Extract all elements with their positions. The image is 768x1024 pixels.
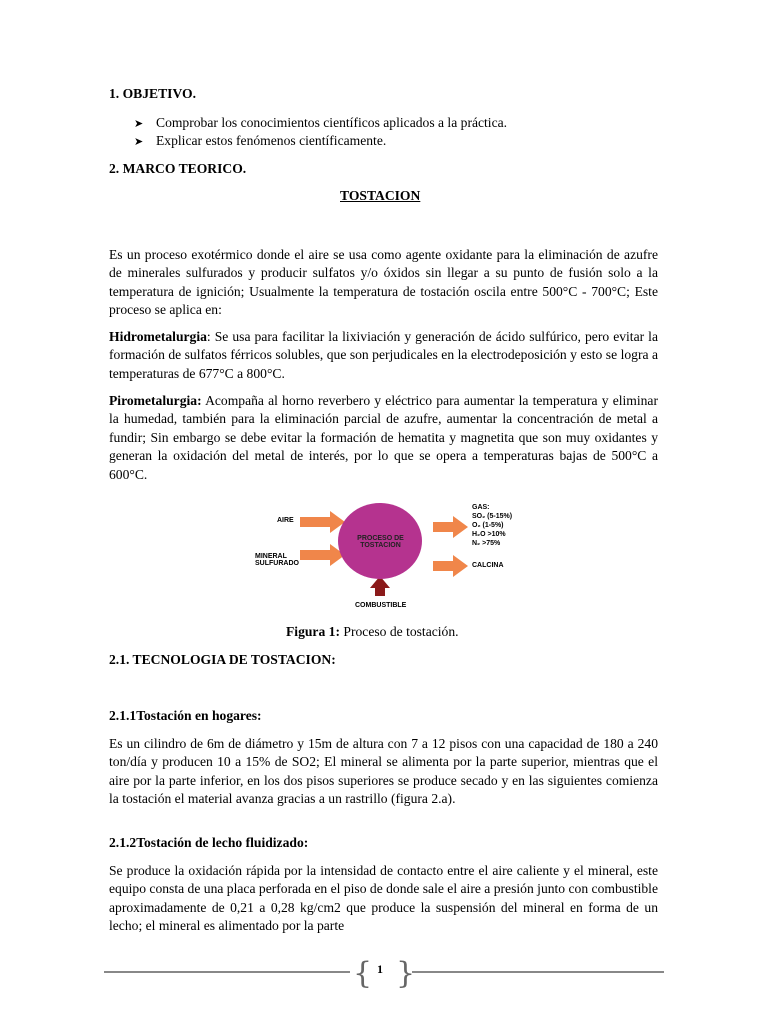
hogares-paragraph: Es un cilindro de 6m de diámetro y 15m de altura con 7 a 12 pisos con una capacidad de 180 a 240 ton/día y producen 10 a 15% de SO2; El mineral se alimenta por la parte superior, mientras que el aire por la parte inferior, en los dos pisos superiores se produce secado y en las siguientes comienza la tostación el material avanza gracias a un rastrillo (figura 2.a).	[109, 736, 658, 807]
objetivo-item-2: ➤ Explicar estos fenómenos científicamente.	[134, 133, 387, 148]
page-number: 1	[377, 962, 383, 976]
hidrometalurgia-term: Hidrometalurgia	[109, 329, 207, 344]
gas-line-1: SO₂ (5-15%)	[472, 513, 513, 520]
figure-caption: Figura 1: Proceso de tostación.	[286, 624, 459, 639]
intro-paragraph: Es un proceso exotérmico donde el aire se usa como agente oxidante para la eliminación de azufre de minerales sulfurados y producir sulfatos y/o óxidos sin llegar a su punto de fusión solo a la temperatura de ignición; Usualmente la temperatura de tostación oscila entre 500°C - 700°C; Este proceso se aplica en:	[109, 247, 658, 318]
right-brace-icon: }	[396, 956, 416, 991]
process-center-label: PROCESO DE TOSTACION	[357, 535, 404, 549]
left-brace-icon: {	[353, 956, 373, 991]
calcina-arrow	[433, 555, 468, 577]
lecho-paragraph: Se produce la oxidación rápida por la intensidad de contacto entre el aire caliente y el mineral, este equipo consta de una placa perforada en el piso de donde sale el aire a presión junto con combustible aproximadamente de 0,21 a 0,28 kg/cm2 que produce la suspensión del mineral en forma de un lecho; el mineral es alimentado por la parte	[109, 863, 658, 934]
pirometalurgia-paragraph: Pirometalurgia: Acompaña al horno reverbero y eléctrico para aumentar la temperatura y eliminar la humedad, también para la eliminación parcial de azufre, aumentar la concentración de metal a fundir; Sin embargo se debe evitar la formación de hematita y magnetita que son muy oxidantes y generan la oxidación del metal de interés, por lo que se opera a temperaturas bajas de 500°C a 600°C.	[109, 393, 658, 482]
footer-rule-right	[412, 971, 664, 973]
gas-line-2: O₂ (1-5%)	[472, 522, 504, 529]
objetivo-heading: 1. OBJETIVO.	[109, 86, 196, 101]
lecho-heading: 2.1.2Tostación de lecho fluidizado:	[109, 835, 309, 850]
objetivo-item-1: ➤ Comprobar los conocimientos científicos aplicados a la práctica.	[134, 115, 508, 130]
pirometalurgia-term: Pirometalurgia:	[109, 393, 202, 408]
aire-arrow	[300, 511, 345, 533]
tostacion-title: TOSTACION	[340, 188, 421, 203]
tecnologia-heading: 2.1. TECNOLOGIA DE TOSTACION:	[109, 652, 336, 667]
footer-rule-left	[104, 971, 350, 973]
gas-title-label: GAS:	[472, 504, 490, 511]
aire-label: AIRE	[277, 517, 294, 524]
mineral-label: MINERAL SULFURADO	[255, 553, 299, 567]
gas-line-3: H₂O >10%	[472, 531, 506, 538]
calcina-label: CALCINA	[472, 562, 504, 569]
process-diagram	[250, 494, 520, 620]
arrow-bullet-icon: ➤	[134, 136, 144, 148]
hogares-heading: 2.1.1Tostación en hogares:	[109, 708, 262, 723]
gas-line-4: N₂ >75%	[472, 540, 501, 547]
gas-arrow	[433, 516, 468, 538]
combustible-label: COMBUSTIBLE	[355, 602, 407, 609]
hidrometalurgia-paragraph: Hidrometalurgia: Se usa para facilitar la lixiviación y generación de ácido sulfúrico, pero evitar la formación de sulfatos férricos solubles, que son perjudicales en la electrodeposición y esto se logra a temperaturas de 677°C a 800°C.	[109, 329, 658, 381]
mineral-arrow	[300, 544, 345, 566]
arrow-bullet-icon: ➤	[134, 118, 144, 130]
marco-heading: 2. MARCO TEORICO.	[109, 161, 247, 176]
